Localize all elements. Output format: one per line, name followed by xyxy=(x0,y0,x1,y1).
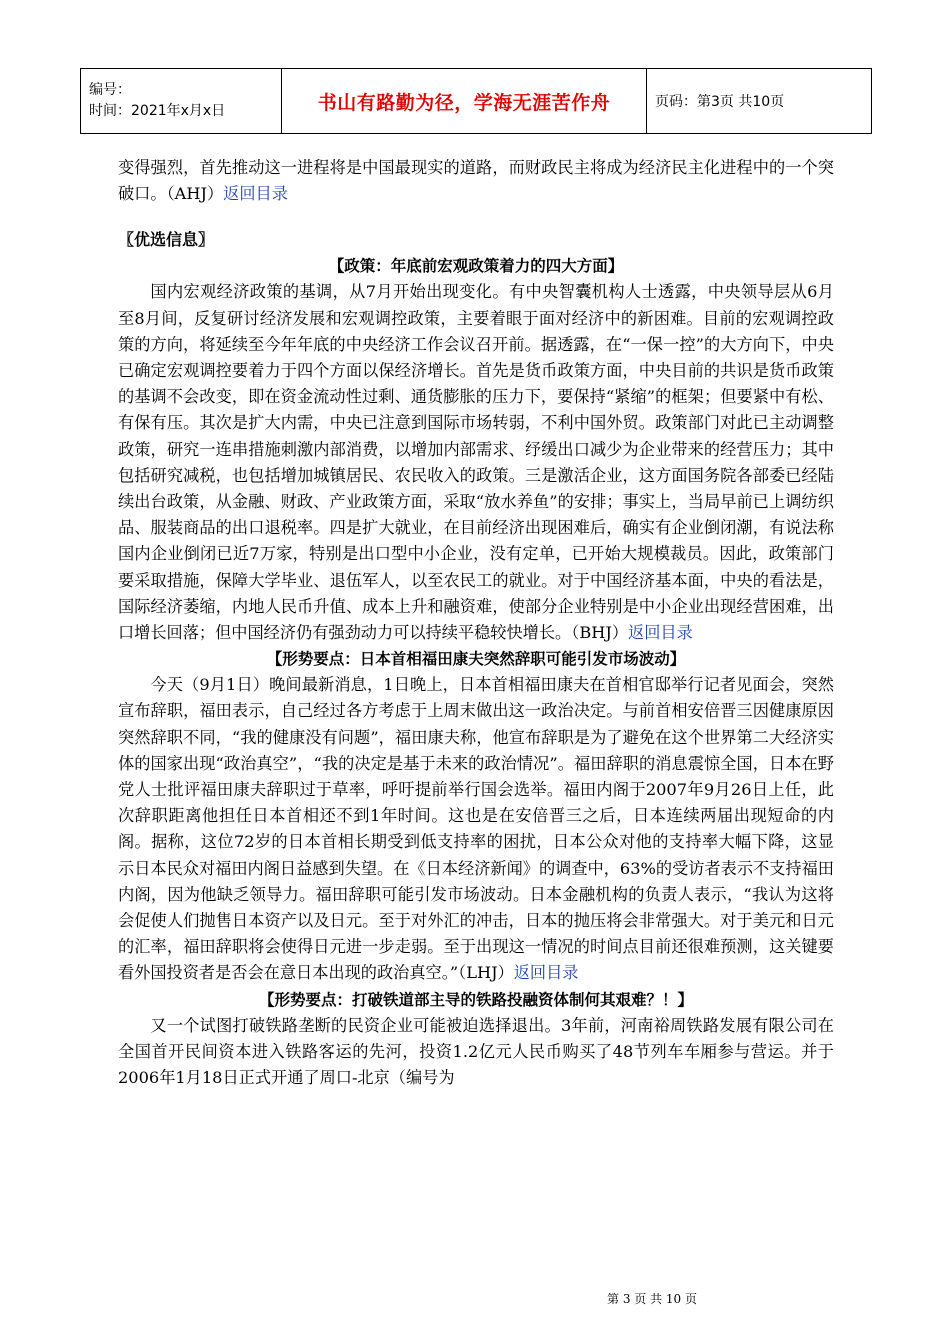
section-label: 〖优选信息〗 xyxy=(118,230,215,250)
header-motto: 书山有路勤为径，学海无涯苦作舟 xyxy=(282,69,647,134)
document-body xyxy=(118,155,834,1091)
return-to-toc-link[interactable]: 返回目录 xyxy=(223,184,288,204)
article-title-japan: 【形势要点：日本首相福田康夫突然辞职可能引发市场波动】 xyxy=(266,650,686,669)
article-text: 今天（9月1日）晚间最新消息，1日晚上，日本首相福田康夫在首相官邸举行记者见面会，突然宣布辞职，福田表示，自己经过各方考虑于上周末做出这一政治决定。与前首相安倍晋三因健康原因突然辞职不同，“我的健康没有问题”，福田康夫称，他宣布辞职是为了避免在这个世界第二大经济实体的国家出现“政治真空”，“我的决定是基于未来的政治情况”。福田辞职的消息震惊全国，日本在野党人士批评福田康夫辞职过于草率，呼吁提前举行国会选举。福田内阁于2007年9月26日上任，此次辞职距离他担任日本首相还不到1年时间。这也是在安倍晋三之后，日本连续两届出现短命的内阁。据称，这位72岁的日本首相长期受到低支持率的困扰，日本公众对他的支持率大幅下降，这显示日本民众对福田内阁日益感到失望。在《日本经济新闻》的调查中，63%的受访者表示不支持福田内阁，因为他缺乏领导力。福田辞职可能引发市场波动。日本金融机构的负责人表示，“我认为这将会促使人们抛售日本资产以及日元。至于对外汇的冲击，日本的抛压将会非常强大。对于美元和日元的汇率，福田辞职将会使得日元进一步走弱。至于出现这一情况的时间点目前还很难预测，这关键要看外国投资者是否会在意日本出现的政治真空。”（LHJ） xyxy=(118,675,834,983)
article-body-railway xyxy=(118,1013,834,1092)
article-body-japan xyxy=(118,672,834,986)
header-meta xyxy=(81,69,282,134)
article-title-railway: 【形势要点：打破铁道部主导的铁路投融资体制何其艰难？！】 xyxy=(258,990,693,1009)
return-to-toc-link[interactable]: 返回目录 xyxy=(513,963,579,983)
page-header xyxy=(80,68,872,134)
return-to-toc-link[interactable]: 返回目录 xyxy=(628,623,693,643)
article-text: 国内宏观经济政策的基调，从7月开始出现变化。有中央智囊机构人士透露，中央领导层从6月至8月间，反复研讨经济发展和宏观调控政策，主要着眼于面对经济中的新困难。目前的宏观调控政策的方向，将延续至今年年底的中央经济工作会议召开前。据透露，在“一保一控”的大方向下，中央已确定宏观调控要着力于四个方面以保经济增长。首先是货币政策方面，中央目前的共识是货币政策的基调不会改变，即在资金流动性过剩、通货膨胀的压力下，要保持“紧缩”的框架；但要紧中有松、有保有压。其次是扩大内需，中央已注意到国际市场转弱，不利中国外贸。政策部门对此已主动调整政策，研究一连串措施刺激内部消费，以增加内部需求、纾缓出口减少为企业带来的经营压力；其中包括研究减税，也包括增加城镇居民、农民收入的政策。三是激活企业，这方面国务院各部委已经陆续出台政策，从金融、财政、产业政策方面，采取“放水养鱼”的安排；事实上，当局早前已上调纺织品、服装商品的出口退税率。四是扩大就业，在目前经济出现困难后，确实有企业倒闭潮，有说法称国内企业倒闭已近7万家，特别是出口型中小企业，没有定单，已开始大规模裁员。因此，政策部门要采取措施，保障大学毕业、退伍军人，以至农民工的就业。对于中国经济基本面，中央的看法是，国际经济萎缩，内地人民币升值、成本上升和融资难，使部分企业特别是中小企业出现经营困难，出口增长回落；但中国经济仍有强劲动力可以持续平稳较快增长。（BHJ） xyxy=(118,282,834,643)
document-date-label: 时间：2021年x月x日 xyxy=(89,103,226,119)
intro-text: 变得强烈，首先推动这一进程将是中国最现实的道路，而财政民主将成为经济民主化进程中的一个突破口。（AHJ） xyxy=(118,158,834,204)
intro-paragraph xyxy=(118,155,834,207)
page-footer: 第 3 页 共 10 页 xyxy=(607,1292,697,1306)
document-number-label: 编号： xyxy=(89,82,131,98)
article-text: 又一个试图打破铁路垄断的民资企业可能被迫选择退出。3年前，河南裕周铁路发展有限公司在全国首开民间资本进入铁路客运的先河，投资1.2亿元人民币购买了48节列车车厢参与营运。并于2006年1月18日正式开通了周口-北京（编号为 xyxy=(118,1015,834,1088)
header-page-number: 页码：第3页 共10页 xyxy=(647,69,872,134)
article-body-policy xyxy=(118,279,834,646)
article-title-policy: 【政策：年底前宏观政策着力的四大方面】 xyxy=(328,257,624,276)
